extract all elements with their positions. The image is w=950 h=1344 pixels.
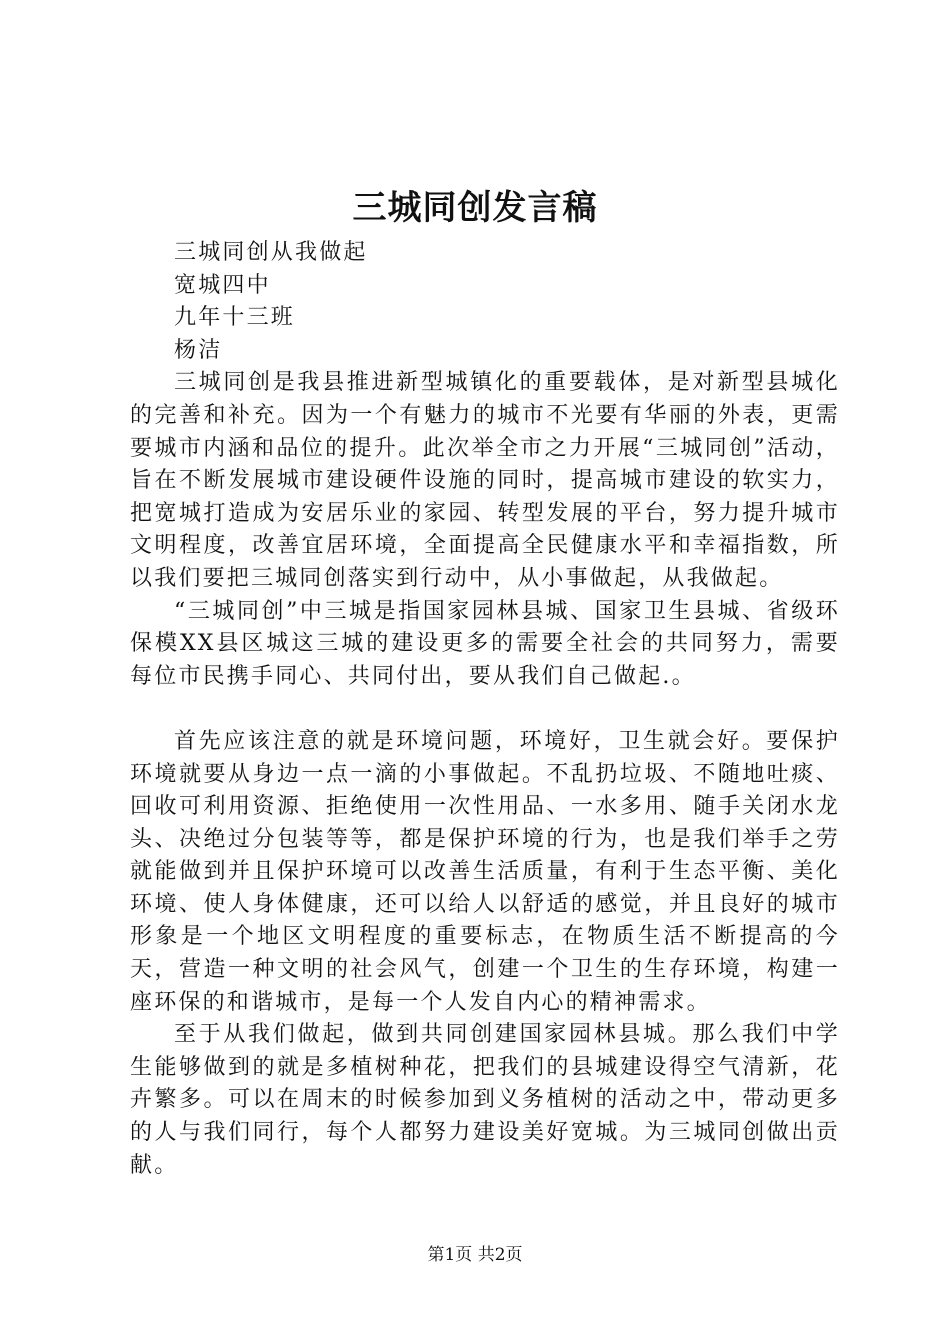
- paragraph: “三城同创”中三城是指国家园林县城、国家卫生县城、省级环保模XX县区城这三城的建设更多的需要全社会的共同努力，需要每位市民携手同心、共同付出，要从我们自己做起.。: [130, 598, 840, 689]
- document-title: 三城同创发言稿: [352, 188, 598, 228]
- school-name: 宽城四中: [174, 272, 271, 298]
- class-name: 九年十三班: [174, 305, 296, 331]
- speech-subtitle: 三城同创从我做起: [174, 240, 368, 265]
- paragraph: 至于从我们做起，做到共同创建国家园林县城。那么我们中学生能够做到的就是多植树种花，把我们的县城建设得空气清新，花卉繁多。可以在周末的时候参加到义务植树的活动之中，带动更多的人与我们同行，每个人都努力建设美好宽城。为三城同创做出贡献。: [130, 1022, 840, 1178]
- paragraph: 首先应该注意的就是环境问题，环境好，卫生就会好。要保护环境就要从身边一点一滴的小事做起。不乱扔垃圾、不随地吐痰、回收可利用资源、拒绝使用一次性用品、一水多用、随手关闭水龙头、决绝过分包装等等，都是保护环境的行为，也是我们举手之劳就能做到并且保护环境可以改善生活质量，有利于生态平衡、美化环境、使人身体健康，还可以给人以舒适的感觉，并且良好的城市形象是一个地区文明程度的重要标志，在物质生活不断提高的今天，营造一种文明的社会风气，创建一个卫生的生存环境，构建一座环保的和谐城市，是每一个人发自内心的精神需求。: [130, 728, 840, 1015]
- page-number-footer: 第1页 共2页: [427, 1245, 523, 1265]
- paragraph: 三城同创是我县推进新型城镇化的重要载体，是对新型县城化的完善和补充。因为一个有魅力的城市不光要有华丽的外表，更需要城市内涵和品位的提升。此次举全市之力开展“三城同创”活动，旨在不断发展城市建设硬件设施的同时，提高城市建设的软实力，把宽城打造成为安居乐业的家园、转型发展的平台，努力提升城市文明程度，改善宜居环境，全面提高全民健康水平和幸福指数，所以我们要把三城同创落实到行动中，从小事做起，从我做起。: [130, 370, 840, 591]
- author-name: 杨洁: [174, 337, 223, 363]
- document-body: [130, 237, 840, 1182]
